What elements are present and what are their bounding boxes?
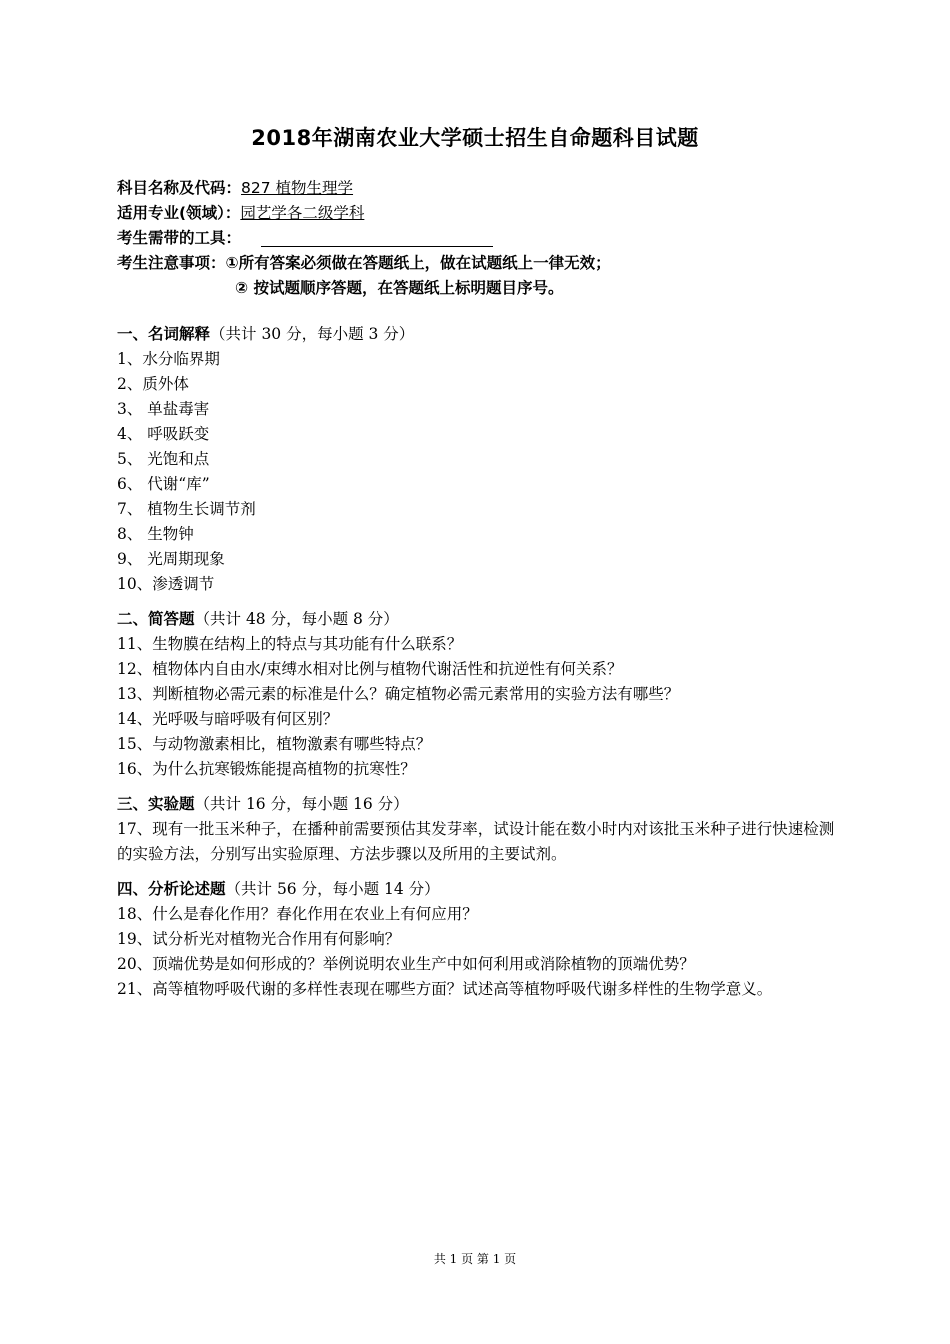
question-item: 16、为什么抗寒锻炼能提高植物的抗寒性？ <box>117 760 416 778</box>
subject-label: 科目名称及代码： <box>117 179 242 197</box>
section-heading <box>117 607 847 632</box>
tools-blank-line <box>261 228 493 247</box>
question-item: 15、与动物激素相比，植物激素有哪些特点？ <box>117 735 432 753</box>
major-value: 园艺学各二级学科 <box>240 204 365 222</box>
note-1: ①所有答案必须做在答题纸上，做在试题纸上一律无效； <box>225 254 611 272</box>
notes-row <box>117 251 837 276</box>
question-item: 8、 生物钟 <box>117 525 194 543</box>
section-title: 三、实验题 <box>117 795 195 813</box>
question-item: 21、高等植物呼吸代谢的多样性表现在哪些方面？试述高等植物呼吸代谢多样性的生物学意义。 <box>117 980 773 998</box>
question-item: 13、判断植物必需元素的标准是什么？确定植物必需元素常用的实验方法有哪些？ <box>117 685 680 703</box>
question-item: 18、什么是春化作用？春化作用在农业上有何应用？ <box>117 905 478 923</box>
question-item: 11、生物膜在结构上的特点与其功能有什么联系？ <box>117 635 463 653</box>
section-detail: （共计 48 分，每小题 8 分） <box>194 610 399 628</box>
question-item: 2、质外体 <box>117 375 189 393</box>
major-row <box>117 201 837 226</box>
question-item: 4、 呼吸跃变 <box>117 425 210 443</box>
note-2: ② 按试题顺序答题，在答题纸上标明题目序号。 <box>235 279 564 297</box>
section-title: 二、简答题 <box>117 610 195 628</box>
exam-title: 2018年湖南农业大学硕士招生自命题科目试题 <box>251 126 699 150</box>
section-heading <box>117 322 847 347</box>
section-1 <box>117 322 847 597</box>
question-item: 14、光呼吸与暗呼吸有何区别？ <box>117 710 339 728</box>
question-item: 3、 单盐毒害 <box>117 400 210 418</box>
question-item: 19、试分析光对植物光合作用有何影响？ <box>117 930 401 948</box>
exam-content <box>117 322 847 1002</box>
section-title: 四、分析论述题 <box>117 880 226 898</box>
section-3 <box>117 792 847 867</box>
subject-row <box>117 176 837 201</box>
section-title: 一、名词解释 <box>117 325 211 343</box>
section-heading <box>117 792 847 817</box>
notes-label: 考生注意事项： <box>117 254 226 272</box>
page-footer: 共 1 页 第 1 页 <box>433 1252 517 1266</box>
exam-meta <box>117 176 837 301</box>
section-heading <box>117 877 847 902</box>
question-item: 17、现有一批玉米种子，在播种前需要预估其发芽率，试设计能在数小时内对该批玉米种子进行快速检测的实验方法，分别写出实验原理、方法步骤以及所用的主要试剂。 <box>117 820 835 863</box>
question-item: 5、 光饱和点 <box>117 450 210 468</box>
question-item: 12、植物体内自由水/束缚水相对比例与植物代谢活性和抗逆性有何关系？ <box>117 660 623 678</box>
question-item: 7、 植物生长调节剂 <box>117 500 256 518</box>
section-4 <box>117 877 847 1002</box>
tools-label: 考生需带的工具： <box>117 229 242 247</box>
section-detail: （共计 56 分，每小题 14 分） <box>225 880 440 898</box>
question-item: 9、 光周期现象 <box>117 550 225 568</box>
question-item: 10、渗透调节 <box>117 575 215 593</box>
question-item: 6、 代谢“库” <box>117 475 210 493</box>
section-2 <box>117 607 847 782</box>
major-label: 适用专业(领域）： <box>117 204 241 222</box>
section-detail: （共计 16 分，每小题 16 分） <box>194 795 409 813</box>
question-item: 20、顶端优势是如何形成的？举例说明农业生产中如何利用或消除植物的顶端优势？ <box>117 955 695 973</box>
subject-value: 827 植物生理学 <box>241 179 354 197</box>
section-detail: （共计 30 分，每小题 3 分） <box>210 325 415 343</box>
question-item: 1、水分临界期 <box>117 350 220 368</box>
tools-row <box>117 226 837 251</box>
